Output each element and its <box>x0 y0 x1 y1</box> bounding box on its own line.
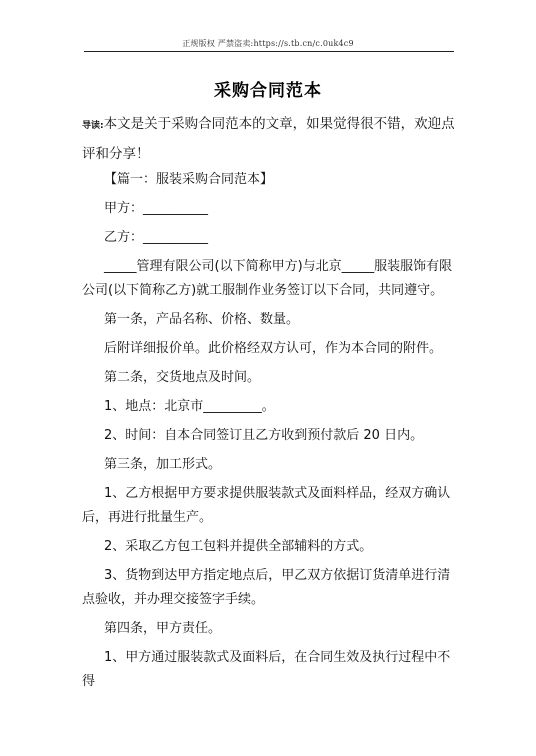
copyright-header: 正规版权 严禁盗卖:https://s.tb.cn/c.0uk4c9 <box>182 39 354 48</box>
clause-heading: 第三条，加工形式。 <box>104 457 222 472</box>
section-heading: 【篇一：服装采购合同范本】 <box>104 172 274 187</box>
list-item: 2、采取乙方包工包料并提供全部辅料的方式。 <box>104 539 373 554</box>
list-item: 2、时间：自本合同签订且乙方收到预付款后 20 日内。 <box>104 428 424 443</box>
list-item: 1、地点：北京市_________。 <box>104 399 275 414</box>
list-item: 1、甲方通过服装款式及面料后，在合同生效及执行过程中不得 <box>82 650 451 689</box>
document-title: 采购合同范本 <box>214 81 322 101</box>
clause-heading: 第二条，交货地点及时间。 <box>104 370 261 385</box>
guide-text: 本文是关于采购合同范本的文章，如果觉得很不错，欢迎点评和分享！ <box>82 116 455 162</box>
party-b-line: 乙方：__________ <box>104 230 209 245</box>
list-item: 3、货物到达甲方指定地点后，甲乙双方依据订货清单进行清点验收，并办理交接签字手续。 <box>82 568 451 607</box>
list-item: 1、乙方根据甲方要求提供服装款式及面料样品，经双方确认后，再进行批量生产。 <box>82 486 451 525</box>
document-body <box>82 168 462 694</box>
header-divider <box>84 51 454 52</box>
clause-heading: 第一条，产品名称、价格、数量。 <box>104 312 300 327</box>
body-paragraph: 后附详细报价单。此价格经双方认可，作为本合同的附件。 <box>104 341 443 356</box>
clause-heading: 第四条，甲方责任。 <box>104 621 222 636</box>
party-a-line: 甲方：__________ <box>104 201 209 216</box>
guide-paragraph <box>82 110 462 168</box>
guide-label: 导读: <box>82 121 104 131</box>
body-paragraph: _____管理有限公司(以下简称甲方)与北京_____服装服饰有限公司(以下简称乙方)就工服制作业务签订以下合同，共同遵守。 <box>82 259 453 298</box>
